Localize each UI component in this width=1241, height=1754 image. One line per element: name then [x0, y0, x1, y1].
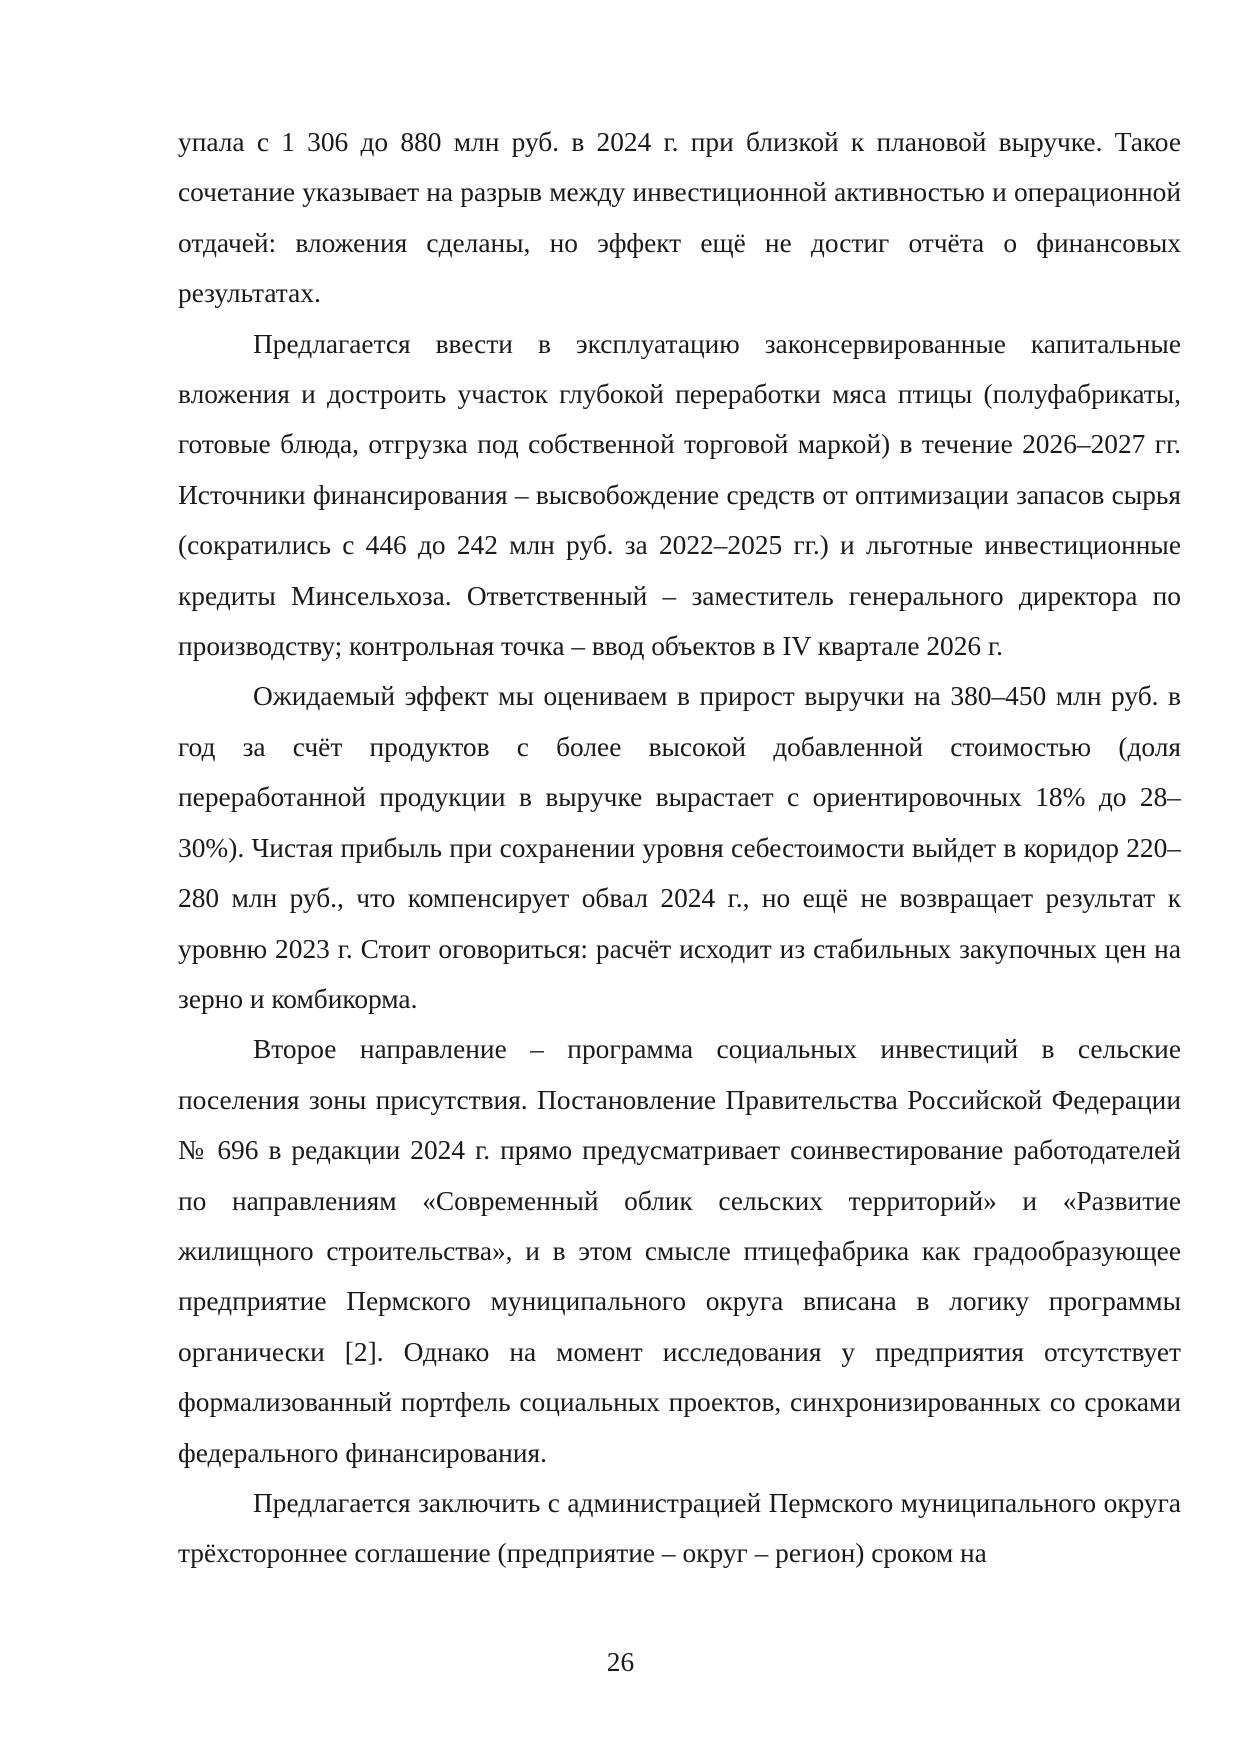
paragraph-2: Предлагается ввести в эксплуатацию законсервированные капитальные вложения и достроить участок глубокой переработки мяса птицы (полуфабрикаты, готовые блюда, отгрузка под собственной торговой маркой) в течение 2026–2027 гг. Источники финансирования – высвобождение средств от оптимизации запасов сырья (сократились с 446 до 242 млн руб. за 2022–2025 гг.) и льготные инвестиционные кредиты Минсельхоза. Ответственный – заместитель генерального директора по производству; контрольная точка – ввод объектов в IV квартале 2026 г.: [178, 328, 1181, 662]
paragraph-4: Второе направление – программа социальных инвестиций в сельские поселения зоны присутствия. Постановление Правительства Российской Федерации № 696 в редакции 2024 г. прямо предусматривает соинвестирование работодателей по направлениям «Современный облик сельских территорий» и «Развитие жилищного строительства», и в этом смысле птицефабрика как градообразующее предприятие Пермского муниципального округа вписана в логику программы органически [2]. Однако на момент исследования у предприятия отсутствует формализованный портфель социальных проектов, синхронизированных со сроками федерального финансирования.: [178, 1034, 1181, 1468]
paragraph-1: упала с 1 306 до 880 млн руб. в 2024 г. при близкой к плановой выручке. Такое сочетание указывает на разрыв между инвестиционной активностью и операционной отдачей: вложения сделаны, но эффект ещё не достиг отчёта о финансовых результатах.: [178, 127, 1181, 309]
paragraph-5: Предлагается заключить с администрацией Пермского муниципального округа трёхстороннее соглашение (предприятие – округ – регион) сроком на: [178, 1487, 1181, 1569]
body-text: [178, 117, 1181, 1579]
page-number: 26: [606, 1647, 635, 1677]
paragraph-3: Ожидаемый эффект мы оцениваем в прирост выручки на 380–450 млн руб. в год за счёт продуктов с более высокой добавленной стоимостью (доля переработанной продукции в выручке вырастает с ориентировочных 18% до 28–30%). Чистая прибыль при сохранении уровня себестоимости выйдет в коридор 220–280 млн руб., что компенсирует обвал 2024 г., но ещё не возвращает результат к уровню 2023 г. Стоит оговориться: расчёт исходит из стабильных закупочных цен на зерно и комбикорма.: [178, 681, 1181, 1014]
